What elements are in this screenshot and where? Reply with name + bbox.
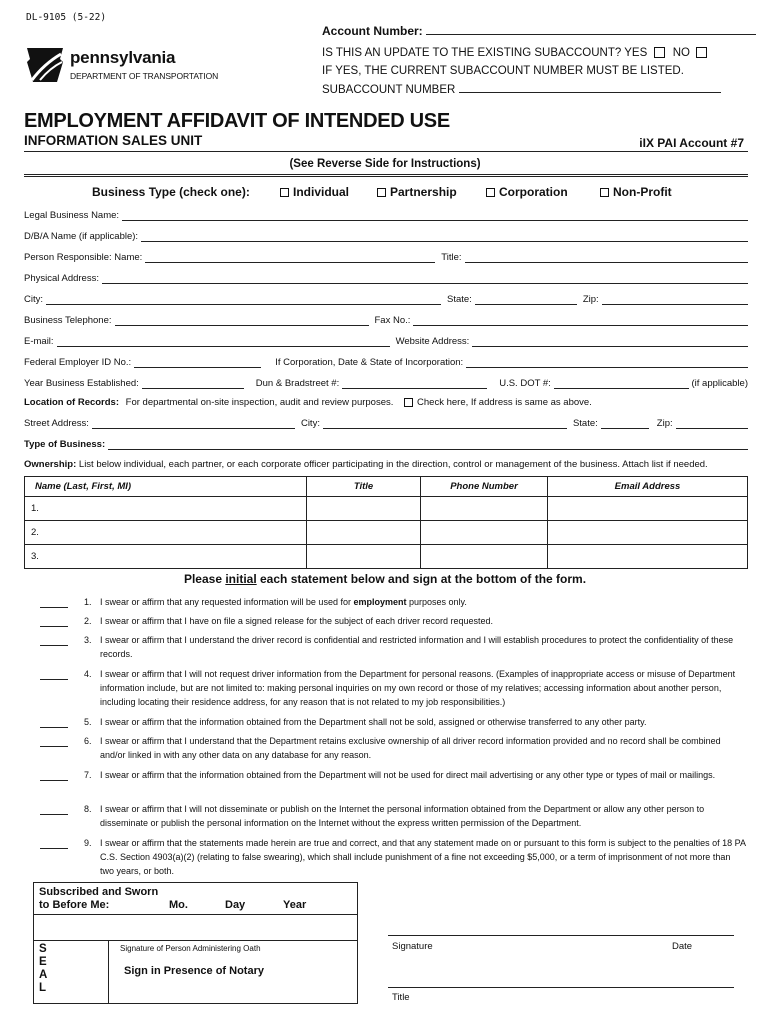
table-cell[interactable]	[548, 497, 748, 521]
form-title: EMPLOYMENT AFFIDAVIT OF INTENDED USE	[24, 110, 450, 132]
corporation-label: Corporation	[499, 185, 568, 199]
statement-text: I swear or affirm that the information obtained from the Department will not be used for direct mail advertising or any other type or types of mail or mailings.	[100, 770, 716, 780]
statement-number: 9.	[84, 838, 92, 848]
zip-label: Zip:	[582, 294, 599, 305]
seal-letter: E	[39, 956, 47, 968]
statement-5	[40, 715, 746, 729]
fein-field[interactable]	[134, 359, 261, 368]
physical-address-label: Physical Address:	[24, 273, 99, 284]
account-number-label: Account Number:	[322, 24, 423, 38]
email-website-row	[24, 335, 748, 347]
statement-number: 1.	[84, 597, 92, 607]
ownership-row	[24, 459, 708, 470]
fein-row	[24, 356, 748, 368]
business-type-corporation[interactable]	[486, 185, 568, 199]
account-number-row	[322, 24, 756, 38]
row-number: 2.	[25, 521, 307, 545]
statement-text: I swear or affirm that I will not request driver information from the Department for personal reasons. (Examples of inappropriate access or misuse of Department information include, but are not limited to: making personal inquiries on my own record or those of my relatives; accessing information about another person, including locating their residence address, for any reason that is not related to my job responsibilities.)	[100, 669, 736, 707]
title-label: Title:	[441, 252, 462, 263]
subaccount-row	[322, 84, 721, 96]
partnership-label: Partnership	[390, 185, 457, 199]
telephone-fax-row	[24, 314, 748, 326]
title-divider	[24, 151, 748, 152]
table-row[interactable]	[25, 545, 748, 569]
statement-3	[40, 633, 746, 661]
website-field[interactable]	[472, 338, 748, 347]
if-applicable-note: (if applicable)	[691, 378, 748, 389]
seal-letter: L	[39, 982, 47, 994]
type-of-business-field[interactable]	[108, 441, 748, 450]
telephone-field[interactable]	[115, 317, 369, 326]
ownership-table	[24, 476, 748, 569]
business-type-partnership[interactable]	[377, 185, 457, 199]
fax-field[interactable]	[413, 317, 748, 326]
instructions-divider	[24, 174, 748, 175]
partnership-checkbox[interactable]	[377, 188, 386, 197]
before-me-label: to Before Me:	[39, 899, 110, 911]
ownership-label: Ownership:	[24, 459, 77, 470]
year-established-field[interactable]	[142, 380, 244, 389]
initial-field[interactable]	[40, 839, 68, 849]
website-label: Website Address:	[395, 336, 470, 347]
row-number: 1.	[25, 497, 307, 521]
legal-name-field[interactable]	[122, 212, 748, 221]
state-label: State:	[447, 294, 472, 305]
seal-column	[34, 941, 109, 1003]
ownership-text: List below individual, each partner, or each corporate officer participating in the direction, control or management of the business. Attach list if needed.	[78, 459, 708, 470]
type-of-business-row	[24, 438, 748, 450]
statement-number: 3.	[84, 635, 92, 645]
state-field[interactable]	[475, 296, 577, 305]
table-cell[interactable]	[421, 521, 548, 545]
statement-text: I swear or affirm that I understand the driver record is confidential and restricted information and I will establish procedures to protect the confidentiality of these records.	[100, 635, 734, 659]
signature-label: Signature	[392, 941, 433, 952]
zip-field[interactable]	[602, 296, 748, 305]
initial-field[interactable]	[40, 598, 68, 608]
initial-field[interactable]	[40, 670, 68, 680]
dba-field[interactable]	[141, 233, 748, 242]
business-type-nonprofit[interactable]	[600, 185, 672, 199]
table-cell[interactable]	[307, 521, 421, 545]
initial-instruction	[0, 572, 770, 586]
initial-field[interactable]	[40, 718, 68, 728]
subscribed-label: Subscribed and Sworn	[39, 886, 159, 898]
statement-text: I swear or affirm that I will not disseminate or publish on the Internet the personal information obtained from the Department or allow any other person to disseminate or publish the personal information on the Internet without the express written permission of the Department.	[100, 804, 705, 828]
form-code: DL-9105 (5-22)	[26, 12, 107, 23]
physical-address-row	[24, 272, 748, 284]
account-ref: iIX PAI Account #7	[639, 136, 744, 150]
logo-name: pennsylvania	[70, 48, 176, 67]
col-name: Name (Last, First, MI)	[25, 477, 307, 497]
incorporation-label: If Corporation, Date & State of Incorporation:	[275, 357, 464, 368]
update-question-row	[322, 47, 711, 59]
person-responsible-row	[24, 251, 748, 263]
account-number-field[interactable]	[426, 26, 756, 35]
statement-number: 7.	[84, 770, 92, 780]
month-label: Mo.	[169, 899, 188, 911]
initial-pre: Please	[183, 572, 226, 586]
title-sig-label: Title	[392, 992, 410, 1003]
table-cell[interactable]	[307, 545, 421, 569]
statement-2	[40, 614, 746, 628]
seal-letter: S	[39, 943, 47, 955]
logo-department: DEPARTMENT OF TRANSPORTATION	[70, 71, 219, 81]
year-label: Year	[283, 899, 307, 911]
subaccount-label: SUBACCOUNT NUMBER	[322, 84, 456, 96]
row-number: 3.	[25, 545, 307, 569]
type-of-business-label: Type of Business:	[24, 439, 106, 450]
telephone-label: Business Telephone:	[24, 315, 112, 326]
statement-8	[40, 802, 746, 830]
statement-7	[40, 768, 746, 782]
statement-text: I swear or affirm that the information obtained from the Department shall not be sold, assigned or otherwise transferred to any other party.	[100, 717, 647, 727]
initial-field[interactable]	[40, 737, 68, 747]
yes-checkbox[interactable]	[654, 47, 665, 58]
table-cell[interactable]	[548, 521, 748, 545]
initial-field[interactable]	[40, 805, 68, 815]
pennsylvania-logo	[24, 44, 224, 84]
records-state-label: State:	[572, 418, 598, 429]
business-type-individual[interactable]	[280, 185, 349, 199]
fax-label: Fax No.:	[374, 315, 411, 326]
dba-row	[24, 230, 748, 242]
table-cell[interactable]	[421, 497, 548, 521]
admin-signature-label: Signature of Person Administering Oath	[120, 944, 261, 953]
location-records-row	[24, 397, 592, 408]
records-city-field[interactable]	[323, 420, 567, 429]
location-records-label: Location of Records:	[24, 397, 120, 408]
legal-name-row	[24, 209, 748, 221]
day-label: Day	[225, 899, 246, 911]
col-email: Email Address	[548, 477, 748, 497]
dun-label: Dun & Bradstreet #:	[255, 378, 340, 389]
email-label: E-mail:	[24, 336, 54, 347]
same-address-label: Check here, If address is same as above.	[417, 397, 592, 408]
col-title: Title	[307, 477, 421, 497]
statement-9	[40, 836, 746, 878]
business-type-row	[92, 185, 250, 199]
same-address-checkbox[interactable]	[404, 398, 413, 407]
records-address-row	[24, 417, 748, 429]
if-yes-text: IF YES, THE CURRENT SUBACCOUNT NUMBER MUST BE LISTED.	[322, 65, 684, 77]
initial-field[interactable]	[40, 771, 68, 781]
city-label: City:	[24, 294, 43, 305]
statement-text: I swear or affirm that I have on file a signed release for the subject of each driver record requested.	[100, 616, 494, 626]
table-row[interactable]	[25, 497, 748, 521]
form-subtitle: INFORMATION SALES UNIT	[24, 133, 203, 148]
usdot-label: U.S. DOT #:	[499, 378, 551, 389]
instructions-divider-2	[24, 176, 748, 177]
statement-1	[40, 595, 746, 609]
table-cell[interactable]	[307, 497, 421, 521]
individual-label: Individual	[293, 185, 350, 199]
business-type-label: Business Type (check one):	[92, 185, 250, 199]
table-cell[interactable]	[421, 545, 548, 569]
statement-number: 2.	[84, 616, 92, 626]
street-field[interactable]	[92, 420, 295, 429]
statement-number: 4.	[84, 669, 92, 679]
records-zip-field[interactable]	[676, 420, 748, 429]
initial-word: initial	[225, 572, 257, 586]
statement-text: I swear or affirm that the statements made herein are true and correct, and that any statement made on or pursuant to this form is subject to the penalties of 18 PA C.S. Section 4903(a)(2) (relating to false swearing), which shall include punishment of a fine not exceeding $5,000, or a term of imprisonment of not more than two years, or both.	[100, 838, 746, 876]
initial-field[interactable]	[40, 636, 68, 646]
nonprofit-checkbox[interactable]	[600, 188, 609, 197]
year-dun-dot-row	[24, 377, 748, 389]
signature-line[interactable]	[388, 935, 734, 936]
statement-number: 8.	[84, 804, 92, 814]
seal-letter: A	[39, 969, 48, 981]
legal-name-label: Legal Business Name:	[24, 210, 120, 221]
title-field[interactable]	[465, 254, 748, 263]
update-question: IS THIS AN UPDATE TO THE EXISTING SUBACCOUNT? YES	[322, 47, 648, 59]
table-row[interactable]	[25, 521, 748, 545]
incorporation-field[interactable]	[466, 359, 748, 368]
statement-4	[40, 667, 746, 709]
dba-label: D/B/A Name (if applicable):	[24, 231, 139, 242]
email-field[interactable]	[57, 338, 390, 347]
statement-number: 6.	[84, 736, 92, 746]
records-city-label: City:	[300, 418, 320, 429]
dun-field[interactable]	[342, 380, 487, 389]
year-established-label: Year Business Established:	[24, 378, 139, 389]
notary-date-field[interactable]	[34, 915, 357, 941]
statement-text: I swear or affirm that any requested information will be used for employment purposes only.	[100, 597, 467, 607]
no-checkbox[interactable]	[696, 47, 707, 58]
usdot-field[interactable]	[554, 380, 689, 389]
statement-6	[40, 734, 746, 762]
person-name-field[interactable]	[145, 254, 435, 263]
subaccount-field[interactable]	[459, 84, 721, 93]
individual-checkbox[interactable]	[280, 188, 289, 197]
statement-text: I swear or affirm that I understand that the Department retains exclusive ownership of all driver record information provided and no record shall be combined and/or linked in with any other data on any database for any reason.	[100, 736, 721, 760]
initial-field[interactable]	[40, 617, 68, 627]
person-responsible-label: Person Responsible: Name:	[24, 252, 143, 263]
title-line[interactable]	[388, 987, 734, 988]
table-cell[interactable]	[548, 545, 748, 569]
notary-date-area	[34, 883, 357, 915]
notary-block	[33, 882, 358, 1004]
location-records-text: For departmental on-site inspection, audit and review purposes.	[125, 397, 394, 408]
records-zip-label: Zip:	[656, 418, 673, 429]
keystone-icon	[24, 44, 66, 84]
street-label: Street Address:	[24, 418, 89, 429]
instructions-note: (See Reverse Side for Instructions)	[289, 158, 481, 170]
statement-number: 5.	[84, 717, 92, 727]
city-state-zip-row	[24, 293, 748, 305]
corporation-checkbox[interactable]	[486, 188, 495, 197]
initial-post: each statement below and sign at the bottom of the form.	[256, 572, 587, 586]
date-label: Date	[672, 941, 693, 952]
nonprofit-label: Non-Profit	[613, 185, 672, 199]
fein-label: Federal Employer ID No.:	[24, 357, 132, 368]
physical-address-field[interactable]	[102, 275, 748, 284]
no-label: NO	[672, 47, 690, 59]
ownership-header-row	[25, 477, 748, 497]
records-state-field[interactable]	[601, 420, 649, 429]
col-phone: Phone Number	[421, 477, 548, 497]
city-field[interactable]	[46, 296, 441, 305]
sign-presence-label: Sign in Presence of Notary	[124, 965, 264, 977]
